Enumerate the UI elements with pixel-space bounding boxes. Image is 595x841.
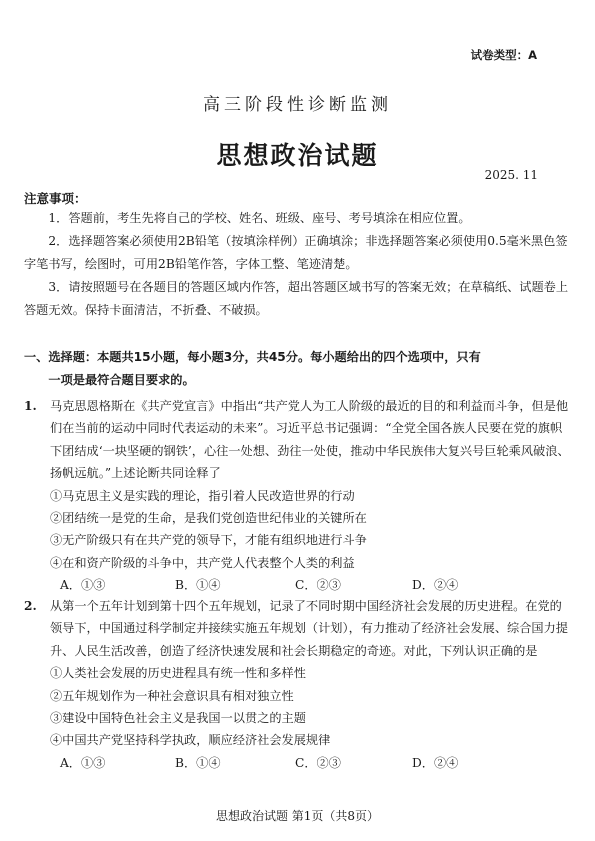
exam-subtitle: 高三阶段性诊断监测 <box>203 95 392 115</box>
notice-item: 2．选择题答案必须使用2B铅笔（按填涂样例）正确填涂；非选择题答案必须使用0.5毫米黑色签字笔书写，绘图时，可用2B铅笔作答，字体工整、笔迹清楚。 <box>24 234 568 271</box>
choice-a: A．①③ <box>60 755 106 770</box>
question-stem: 马克思恩格斯在《共产党宣言》中指出“共产党人为工人阶级的最近的目的和利益而斗争，但是他们在当前的运动中同时代表运动的未来”。习近平总书记强调：“全党全国各族人民要在党的旗帜下团结成‘一块坚硬的钢铁’，心往一处想、劲往一处使，推动中华民族伟大复兴号巨轮乘风破浪、扬帆远航。”上述论断共同诠释了 <box>50 399 570 481</box>
statement-option: ③建设中国特色社会主义是我国一以贯之的主题 <box>50 711 306 726</box>
notice-item: 3．请按照题号在各题目的答题区域内作答，超出答题区域书写的答案无效；在草稿纸、试题卷上答题无效。保持卡面清洁，不折叠、不破损。 <box>24 280 569 317</box>
question-number: 2. <box>24 599 37 613</box>
statement-option: ①人类社会发展的历史进程具有统一性和多样性 <box>50 666 306 681</box>
exam-date: 2025. 11 <box>484 168 538 182</box>
answer-choices <box>50 752 570 774</box>
question-stem: 从第一个五年计划到第十四个五年规划，记录了不同时期中国经济社会发展的历史进程。在党的领导下，中国通过科学制定并接续实施五年规划（计划），有力推动了经济社会发展、综合国力提升、人民生活改善，创造了经济快速发展和社会长期稳定的奇迹。对此，下列认识正确的是 <box>50 599 568 658</box>
section-heading-line: 一项是最符合题目要求的。 <box>48 373 195 387</box>
choice-c: C．②③ <box>295 578 341 593</box>
page-footer: 思想政治试题 第1页（共8页） <box>215 809 380 823</box>
choice-c: C．②③ <box>295 755 341 770</box>
choice-a: A．①③ <box>60 578 106 593</box>
section-heading-line: 一、选择题：本题共15小题，每小题3分，共45分。每小题给出的四个选项中，只有 <box>24 350 481 364</box>
section-heading <box>24 346 570 392</box>
choice-b: B．①④ <box>175 755 221 770</box>
answer-choices <box>50 574 570 596</box>
choice-d: D．②④ <box>412 755 459 770</box>
exam-title: 思想政治试题 <box>216 141 379 170</box>
statement-option: ②五年规划作为一种社会意识具有相对独立性 <box>50 688 294 703</box>
statement-option: ④在和资产阶级的斗争中，共产党人代表整个人类的利益 <box>50 555 355 570</box>
notice-item: 1．答题前，考生先将自己的学校、姓名、班级、座号、考号填涂在相应位置。 <box>48 211 471 225</box>
question-2 <box>24 595 570 774</box>
question-number: 1. <box>24 399 37 413</box>
statement-option: ①马克思主义是实践的理论，指引着人民改造世界的行动 <box>50 488 355 503</box>
statement-option: ②团结统一是党的生命，是我们党创造世纪伟业的关键所在 <box>50 511 367 526</box>
statement-option: ④中国共产党坚持科学执政，顺应经济社会发展规律 <box>50 733 331 748</box>
choice-b: B．①④ <box>175 578 221 593</box>
question-1 <box>24 395 570 596</box>
choice-d: D．②④ <box>412 578 459 593</box>
statement-option: ③无产阶级只有在共产党的领导下，才能有组织地进行斗争 <box>50 533 367 548</box>
paper-type-label: 试卷类型：A <box>470 48 537 62</box>
notice-heading: 注意事项： <box>24 191 87 206</box>
